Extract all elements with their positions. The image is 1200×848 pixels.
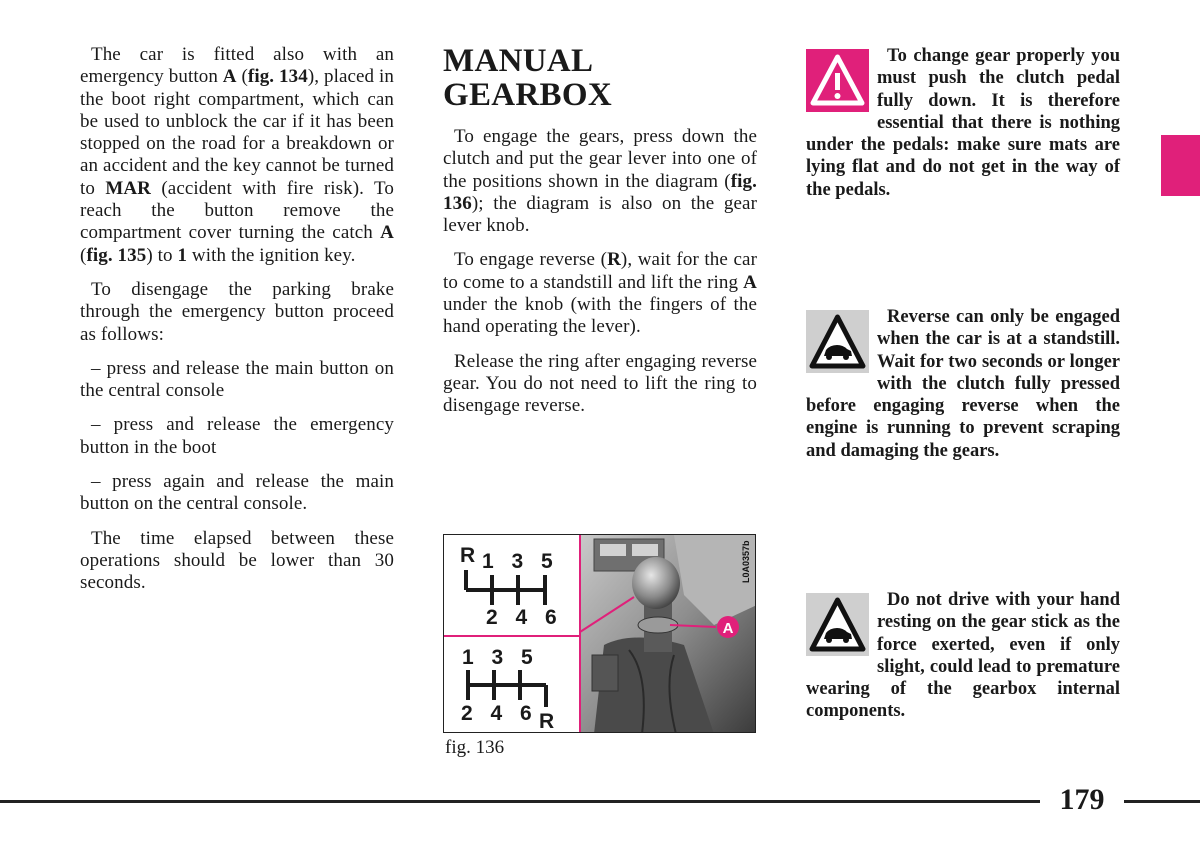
top-pattern-upper-gears: 1 3 5 (482, 550, 559, 573)
text-run: ), placed in the boot right compartment, which can be used to unblock the car if it has been stopped on the road for a breakdown or an accident and the key cannot be turned to (80, 66, 394, 199)
gear-diagram-svg (444, 535, 756, 733)
text-run: ( (236, 66, 248, 88)
step-2: – press and release the emergency button in the boot (80, 414, 394, 458)
emergency-button-paragraph (80, 44, 394, 267)
warning-clutch-text: To change gear properly you must push the clutch pedal fully down. It is therefore essential that there is nothing under the pedals: make sure mats are lying flat and do not get in the way of the pedals. (806, 46, 1120, 200)
bottom-pattern-lower-gears: 2 4 6 (461, 702, 538, 725)
text-run: under the knob (with the fingers of the hand operating the lever). (443, 294, 757, 338)
console-switches (592, 655, 618, 691)
bold-run: A (380, 222, 394, 244)
text-run: ) to (146, 244, 178, 266)
callout-label: A (722, 620, 734, 637)
top-pattern-lower-gears: 2 4 6 (486, 606, 563, 629)
text-run: To engage the gears, press down the clutch and put the gear lever into one of the positions shown in the diagram ( (443, 126, 757, 192)
section-tab-marker (1161, 135, 1200, 196)
page-number: 179 (1059, 783, 1105, 816)
warning-reverse-text: Reverse can only be engaged when the car is at a standstill. Wait for two seconds or longer with the clutch fully pressed before engaging reverse when the engine is running to prevent scraping and damaging the gears. (806, 307, 1120, 461)
bottom-pattern-upper-gears: 1 3 5 (462, 646, 539, 669)
section-title: MANUAL GEARBOX (443, 43, 612, 113)
car-hazard-triangle-icon (806, 593, 869, 656)
bottom-pattern-r: R (539, 710, 555, 733)
disengage-intro-paragraph: To disengage the parking brake through the emergency button proceed as follows: (80, 278, 394, 345)
bold-run: fig. 135 (86, 244, 147, 266)
climate-display-left (600, 544, 626, 556)
bold-run: fig. 134 (247, 66, 308, 88)
text-run: To engage reverse ( (454, 249, 608, 271)
footer-rule-left (0, 800, 1040, 803)
engage-gears-paragraph (443, 126, 757, 237)
gear-diagram-figure (443, 534, 756, 733)
top-pattern-r: R (460, 544, 476, 567)
middle-column (443, 44, 757, 430)
warning-clutch (806, 45, 1120, 201)
bold-run: A (743, 271, 757, 293)
text-run: The car is fitted also with an emergency button (80, 44, 394, 88)
bold-run: R (607, 249, 621, 271)
engage-reverse-paragraph (443, 249, 757, 338)
figure-caption: fig. 136 (445, 737, 505, 758)
step-3: – press again and release the main button on the central console. (80, 471, 394, 515)
warning-triangle-icon (806, 49, 869, 112)
text-run: ), wait for the car to come to a standstill and lift the ring (443, 249, 758, 293)
left-column (80, 44, 394, 607)
climate-display-right (632, 544, 658, 556)
bold-run: fig. 136 (443, 170, 757, 214)
text-run: ); the diagram is also on the gear lever knob. (443, 192, 757, 237)
bold-run: 1 (177, 244, 188, 266)
bold-run: MAR (105, 177, 152, 199)
warning-hand-text: Do not drive with your hand resting on the gear stick as the force exerted, even if only slight, could lead to premature wearing of the gearbox internal components. (806, 590, 1120, 722)
warning-reverse (806, 306, 1120, 462)
text-run: with the ignition key. (187, 244, 356, 266)
text-run: ( (80, 244, 87, 266)
car-hazard-triangle-icon (806, 310, 869, 373)
release-ring-paragraph: Release the ring after engaging reverse gear. You do not need to lift the ring to disengage reverse. (443, 350, 757, 417)
warning-hand-on-stick (806, 589, 1120, 723)
gear-knob (632, 557, 680, 609)
footer-rule-right (1124, 800, 1200, 803)
bold-run: A (222, 66, 237, 88)
text-run: (accident with fire risk). To reach the button remove the compartment cover turning the catch (80, 177, 394, 244)
time-elapsed-paragraph: The time elapsed between these operations should be lower than 30 seconds. (80, 527, 394, 594)
figure-code: L0A0357b (741, 540, 751, 583)
step-1: – press and release the main button on the central console (80, 357, 394, 402)
